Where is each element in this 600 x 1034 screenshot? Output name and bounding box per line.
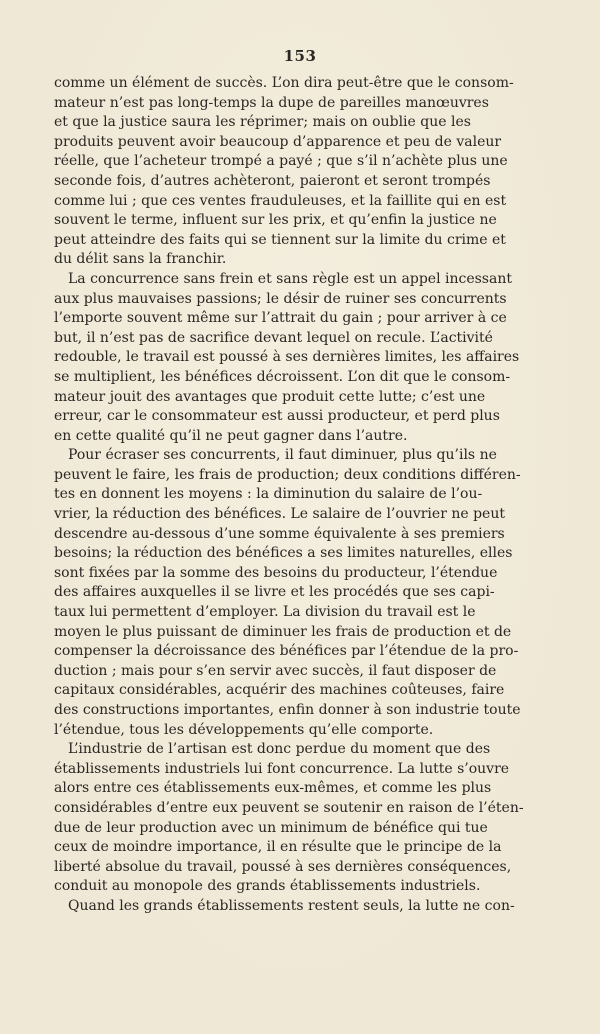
body-text [54,74,524,917]
text-line: l’emporte souvent même sur l’attrait du gain ; pour arriver à ce [54,310,507,327]
text-line: comme un élément de succès. L’on dira peut-être que le consom- [54,75,514,91]
text-line: alors entre ces établissements eux-mêmes, et comme les plus [54,780,492,797]
text-line: vrier, la réduction des bénéfices. Le salaire de l’ouvrier ne peut [54,506,505,523]
text-line: et que la justice saura les réprimer; mais on oublie que les [54,114,471,131]
text-line: moyen le plus puissant de diminuer les frais de production et de [54,623,512,640]
text-line: des constructions importantes, enfin donner à son industrie toute [54,702,521,718]
text-line: l’étendue, tous les développements qu’elle comporte. [54,721,434,738]
text-line: réelle, que l’acheteur trompé a payé ; que s’il n’achète plus une [54,153,508,170]
text-line: ceux de moindre importance, il en résulte que le principe de la [54,839,502,856]
text-line: mateur jouit des avantages que produit cette lutte; c’est une [54,388,486,405]
text-line: sont fixées par la somme des besoins du producteur, l’étendue [54,564,498,581]
text-line: besoins; la réduction des bénéfices a ses limites naturelles, elles [54,545,513,562]
text-line: seconde fois, d’autres achèteront, paieront et seront trompés [54,172,491,189]
text-line: souvent le terme, influent sur les prix, et qu’enfin la justice ne [54,212,497,229]
text-line: due de leur production avec un minimum de bénéfice qui tue [54,819,488,836]
text-line: tes en donnent les moyens : la diminution du salaire de l’ou- [54,486,483,503]
text-line: aux plus mauvaises passions; le désir de ruiner ses concurrents [54,290,507,307]
text-line: en cette qualité qu’il ne peut gagner dans l’autre. [54,427,408,444]
text-line: redouble, le travail est poussé à ses dernières limites, les affaires [54,349,520,366]
text-line: compenser la décroissance des bénéfices par l’étendue de la pro- [54,643,519,660]
text-line: comme lui ; que ces ventes frauduleuses, et la faillite qui en est [54,192,507,209]
text-line: liberté absolue du travail, poussé à ses dernières conséquences, [54,858,512,875]
page-number: 153 [283,47,317,65]
text-line: L’industrie de l’artisan est donc perdue du moment que des [68,741,491,758]
text-line: erreur, car le consommateur est aussi producteur, et perd plus [54,408,500,425]
text-line: La concurrence sans frein et sans règle est un appel incessant [68,270,512,287]
text-line: peuvent le faire, les frais de production; deux conditions différen- [54,466,521,483]
text-line: considérables d’entre eux peuvent se soutenir en raison de l’éten- [54,799,524,816]
text-line: duction ; mais pour s’en servir avec succès, il faut disposer de [54,662,497,679]
text-line: produits peuvent avoir beaucoup d’apparence et peu de valeur [54,133,502,150]
text-line: du délit sans la franchir. [54,251,227,268]
text-line: Pour écraser ses concurrents, il faut diminuer, plus qu’ils ne [68,447,497,464]
text-line: mateur n’est pas long-temps la dupe de pareilles manœuvres [54,94,489,111]
text-line: Quand les grands établissements restent seuls, la lutte ne con- [68,897,515,914]
text-line: descendre au-dessous d’une somme équivalente à ses premiers [54,525,505,542]
text-line: peut atteindre des faits qui se tiennent sur la limite du crime et [54,231,506,248]
text-line: établissements industriels lui font concurrence. La lutte s’ouvre [54,760,510,777]
text-line: but, il n’est pas de sacrifice devant lequel on recule. L’activité [54,329,493,346]
text-line: se multiplient, les bénéfices décroissent. L’on dit que le consom- [54,368,511,385]
text-line: des affaires auxquelles il se livre et les procédés que ses capi- [54,584,495,601]
text-line: conduit au monopole des grands établissements industriels. [54,878,481,895]
text-line: taux lui permettent d’employer. La division du travail est le [54,604,476,621]
text-line: capitaux considérables, acquérir des machines coûteuses, faire [54,682,505,699]
